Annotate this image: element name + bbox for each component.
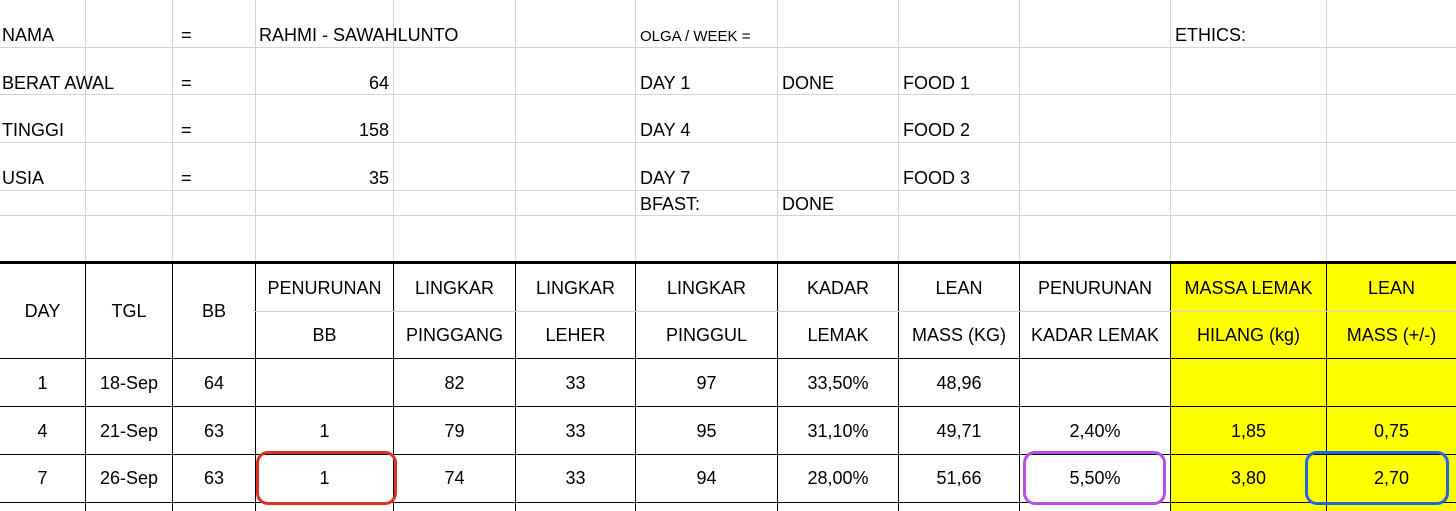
cell-kadar-lemak[interactable]: 33,50% [807,373,869,393]
header-pinggang-line2: PINGGANG [405,325,503,345]
cell-massa-lemak[interactable]: 1,85 [1230,421,1267,441]
cell-pinggang[interactable]: 82 [444,373,465,393]
header-lean-mass-line2: MASS (KG) [911,325,1006,345]
cell-pinggul[interactable]: 97 [696,373,717,393]
bfast-status[interactable]: DONE [782,194,835,214]
nama-label: NAMA [2,25,55,45]
cell-pinggang[interactable]: 79 [444,421,465,441]
header-penurunan-kadar-lemak-line2: KADAR LEMAK [1030,325,1160,345]
cell-lean-mass-change[interactable]: 0,75 [1373,421,1410,441]
olga-week-label: OLGA / WEEK = [640,28,751,45]
header-day: DAY [24,301,61,321]
cell-bb[interactable]: 64 [204,373,225,393]
cell-pinggul[interactable]: 95 [696,421,717,441]
tinggi-equals: = [181,120,192,140]
blue-highlight-outline [1305,451,1449,505]
cell-leher[interactable]: 33 [565,421,586,441]
cell-pinggul[interactable]: 94 [696,468,717,488]
header-pinggul-line1: LINGKAR [666,278,747,298]
nama-value[interactable]: RAHMI - SAWAHLUNTO [259,25,459,45]
food3-label: FOOD 3 [903,168,971,188]
cell-lean-mass-change[interactable]: 2,70 [1373,468,1410,488]
ethics-label: ETHICS: [1175,25,1247,45]
cell-lean-mass[interactable]: 48,96 [936,373,982,393]
cell-penurunan-kadar-lemak[interactable]: 2,40% [1069,421,1121,441]
table-border [0,406,1456,407]
table-border [0,358,1456,359]
cell-penurunan-bb[interactable]: 1 [319,421,330,441]
cell-leher[interactable]: 33 [565,373,586,393]
cell-penurunan-kadar-lemak[interactable]: 5,50% [1069,468,1121,488]
gridline [0,215,1456,216]
cell-bb[interactable]: 63 [204,468,225,488]
cell-bb[interactable]: 63 [204,421,225,441]
header-penurunan-bb-line1: PENURUNAN [267,278,382,298]
table-border [0,502,1456,503]
gridline [0,94,1456,95]
header-massa-lemak-line2: HILANG (kg) [1196,325,1301,345]
gridline [0,190,1456,191]
header-kadar-lemak-line2: LEMAK [807,325,869,345]
purple-highlight-outline [1023,451,1166,505]
berat-awal-value[interactable]: 64 [368,73,389,93]
gridline [0,142,1456,143]
header-tgl: TGL [111,301,147,321]
day4-label: DAY 4 [640,120,691,140]
table-border [0,454,1456,455]
cell-leher[interactable]: 33 [565,468,586,488]
tinggi-label: TINGGI [2,120,64,140]
cell-tgl[interactable]: 26-Sep [99,468,159,488]
header-penurunan-bb-line2: BB [312,325,337,345]
cell-day[interactable]: 7 [37,468,48,488]
cell-lean-mass[interactable]: 49,71 [936,421,982,441]
berat-equals: = [181,73,192,93]
berat-awal-label: BERAT AWAL [2,73,115,93]
cell-day[interactable]: 1 [37,373,48,393]
usia-label: USIA [2,168,45,188]
table-top-border [0,261,1456,264]
header-lean-mass-change-line2: MASS (+/-) [1346,325,1437,345]
tinggi-value[interactable]: 158 [358,120,389,140]
header-leher-line2: LEHER [545,325,606,345]
header-pinggang-line1: LINGKAR [414,278,495,298]
cell-pinggang[interactable]: 74 [444,468,465,488]
header-massa-lemak-line1: MASSA LEMAK [1184,278,1313,298]
cell-kadar-lemak[interactable]: 28,00% [807,468,869,488]
header-lean-mass-line1: LEAN [935,278,983,298]
nama-equals: = [181,25,192,45]
food2-label: FOOD 2 [903,120,971,140]
header-bb: BB [201,301,226,321]
day1-status[interactable]: DONE [782,73,835,93]
header-lean-mass-change-line1: LEAN [1367,278,1416,298]
header-penurunan-kadar-lemak-line1: PENURUNAN [1037,278,1152,298]
header-kadar-lemak-line1: KADAR [806,278,869,298]
bfast-label: BFAST: [640,194,701,214]
header-pinggul-line2: PINGGUL [665,325,748,345]
cell-penurunan-bb[interactable]: 1 [319,468,330,488]
header-leher-line1: LINGKAR [535,278,616,298]
food1-label: FOOD 1 [903,73,971,93]
cell-lean-mass[interactable]: 51,66 [936,468,982,488]
cell-day[interactable]: 4 [37,421,48,441]
red-highlight-outline [256,451,397,505]
cell-massa-lemak[interactable]: 3,80 [1230,468,1267,488]
cell-tgl[interactable]: 18-Sep [99,373,159,393]
day7-label: DAY 7 [640,168,691,188]
usia-value[interactable]: 35 [368,168,389,188]
day1-label: DAY 1 [640,73,691,93]
cell-tgl[interactable]: 21-Sep [99,421,159,441]
usia-equals: = [181,168,192,188]
cell-kadar-lemak[interactable]: 31,10% [807,421,869,441]
gridline [255,311,1456,312]
